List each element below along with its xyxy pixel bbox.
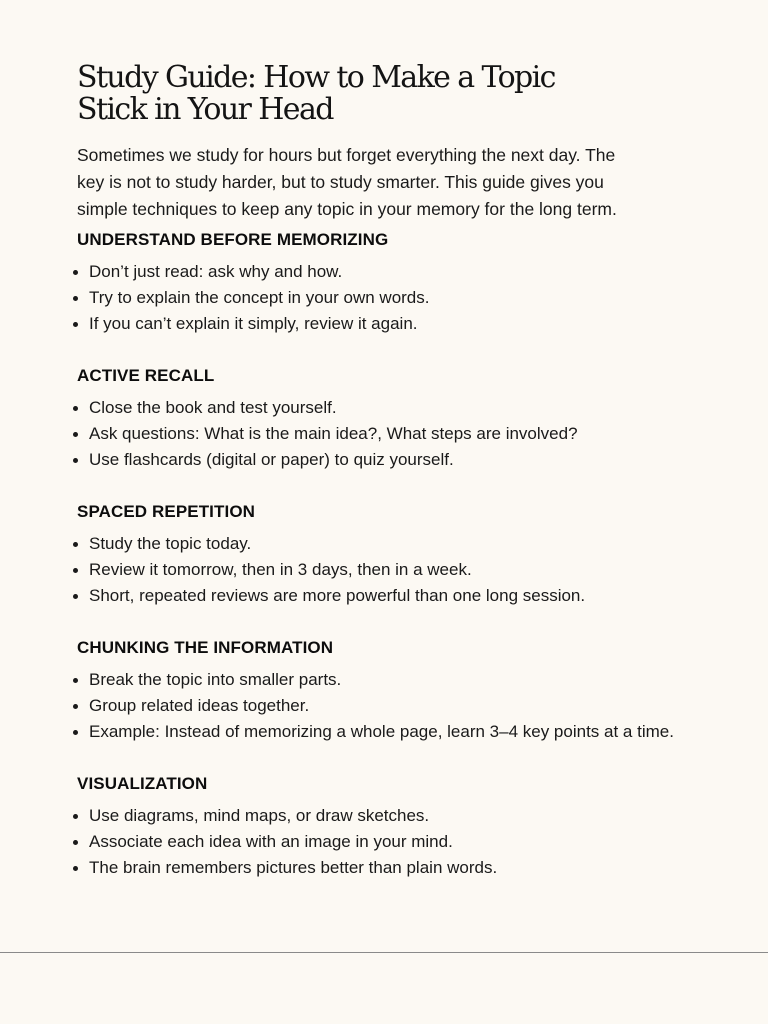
list-item: The brain remembers pictures better than plain words. — [77, 855, 737, 881]
section-heading: SPACED REPETITION — [77, 502, 256, 521]
list-item: Don’t just read: ask why and how. — [77, 259, 737, 285]
section-heading: VISUALIZATION — [77, 774, 208, 793]
intro-line-2: key is not to study harder, but to study smarter. This guide gives you — [77, 172, 604, 192]
section-heading: ACTIVE RECALL — [77, 366, 215, 385]
bullet-list — [77, 803, 737, 881]
document-page — [77, 62, 737, 881]
list-item: Group related ideas together. — [77, 693, 737, 719]
section-heading: UNDERSTAND BEFORE MEMORIZING — [77, 230, 389, 249]
section-visualization — [77, 773, 737, 881]
list-item: Use diagrams, mind maps, or draw sketches. — [77, 803, 737, 829]
list-item: Review it tomorrow, then in 3 days, then in a week. — [77, 557, 737, 583]
intro-line-3: simple techniques to keep any topic in your memory for the long term. — [77, 199, 617, 219]
section-active-recall — [77, 365, 737, 473]
intro-line-1: Sometimes we study for hours but forget everything the next day. The — [77, 145, 616, 165]
list-item: Study the topic today. — [77, 531, 737, 557]
bullet-list — [77, 531, 737, 609]
list-item: Associate each idea with an image in your mind. — [77, 829, 737, 855]
title-line-2: Stick in Your Head — [77, 92, 333, 127]
list-item: If you can’t explain it simply, review it again. — [77, 311, 737, 337]
list-item: Example: Instead of memorizing a whole page, learn 3–4 key points at a time. — [77, 719, 737, 745]
list-item: Use flashcards (digital or paper) to quiz yourself. — [77, 447, 737, 473]
page-title — [77, 62, 737, 126]
list-item: Try to explain the concept in your own words. — [77, 285, 737, 311]
list-item: Ask questions: What is the main idea?, What steps are involved? — [77, 421, 737, 447]
section-chunking — [77, 637, 737, 745]
bullet-list — [77, 667, 737, 745]
page-divider — [0, 952, 768, 953]
intro-paragraph — [77, 142, 737, 223]
bullet-list — [77, 259, 737, 337]
section-spaced-repetition — [77, 501, 737, 609]
title-line-1: Study Guide: How to Make a Topic — [77, 60, 555, 95]
list-item: Break the topic into smaller parts. — [77, 667, 737, 693]
section-understand — [77, 229, 737, 337]
list-item: Close the book and test yourself. — [77, 395, 737, 421]
section-heading: CHUNKING THE INFORMATION — [77, 638, 334, 657]
list-item: Short, repeated reviews are more powerful than one long session. — [77, 583, 737, 609]
bullet-list — [77, 395, 737, 473]
